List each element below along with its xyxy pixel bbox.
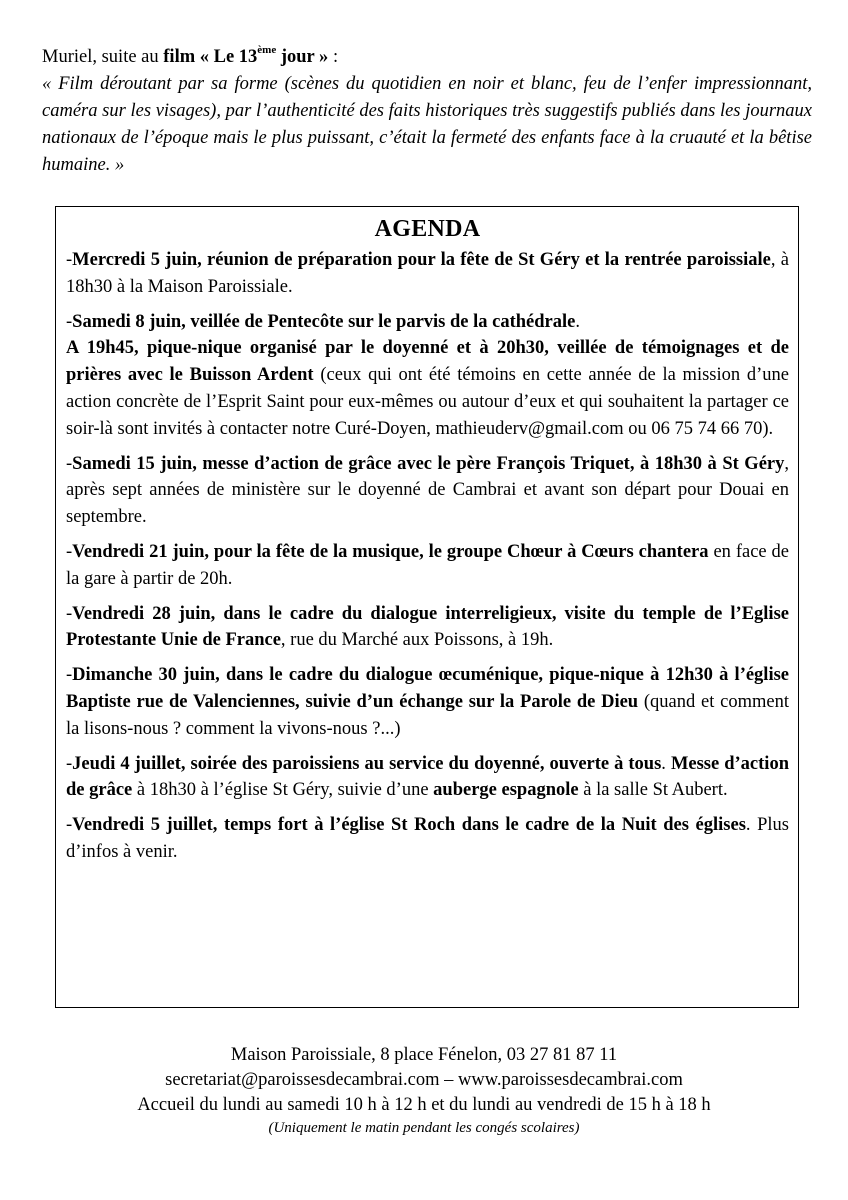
intro-author: Muriel, suite au <box>42 47 164 67</box>
footer <box>0 1043 848 1138</box>
agenda-item-highlight: Messe d’action de grâce <box>66 753 789 801</box>
agenda-item-text: (quand et comment la lisons-nous ? comment la vivons-nous ?...) <box>66 691 789 739</box>
intro-colon: : <box>328 47 339 67</box>
agenda-item-text: - <box>66 665 73 686</box>
agenda-title: AGENDA <box>374 216 481 242</box>
agenda-item <box>66 539 789 593</box>
agenda-item-text: - <box>66 250 73 270</box>
agenda-item-text: à 18h30 à l’église St Géry, suivie d’une <box>132 780 434 801</box>
agenda-item-text: - <box>66 815 73 836</box>
agenda-item <box>66 751 789 805</box>
agenda-item-text: (ceux qui ont été témoins en cette année de la mission d’une action concrète de l’Esprit Saint pour eux-mêmes ou autour d’eux et qui souhaitent la partager ce soir-là sont invités à contacter notre Curé-Doyen, mathieuderv@gmail.com ou 06 75 74 66 70). <box>66 365 789 439</box>
agenda-item-text: - <box>66 541 73 562</box>
agenda-item-text: , après sept années de ministère sur le doyenné de Cambrai et avant son départ pour Douai en septembre. <box>66 453 789 528</box>
agenda-item-text: . Plus d’infos à venir. <box>66 815 789 862</box>
agenda-item-text: - <box>66 603 73 624</box>
agenda-item-text: . <box>661 753 671 774</box>
agenda-item-highlight: Samedi 15 juin, messe d’action de grâce avec le père François Triquet, à 18h30 à St Géry <box>72 453 785 474</box>
agenda-item <box>66 247 789 301</box>
agenda-item-highlight: Mercredi 5 juin, réunion de préparation pour la fête de St Géry et la rentrée paroissiale <box>72 250 771 270</box>
agenda-item <box>66 812 789 866</box>
film-title-prefix: film « Le 13 <box>163 47 258 67</box>
agenda-item-text: à la salle St Aubert. <box>578 780 728 801</box>
agenda-list <box>66 247 789 866</box>
agenda-item-text: - <box>66 311 73 332</box>
agenda-item-text: en face de la gare à partir de 20h. <box>66 541 790 589</box>
agenda-item-text: - <box>66 453 73 474</box>
agenda-item <box>66 451 789 531</box>
agenda-item-highlight: Vendredi 28 juin, dans le cadre du dialogue interreligieux, visite du temple de l’Eglise Protestante Unie de France <box>66 603 789 651</box>
footer-note: (Uniquement le matin pendant les congés scolaires) <box>268 1120 580 1136</box>
intro-quote: « Film déroutant par sa forme (scènes du quotidien en noir et blanc, feu de l’enfer impressionnant, caméra sur les visages), par l’authenticité des faits historiques très suggestifs publiés dans les journaux nationaux de l’époque mais le plus puissant, c’était la fermeté des enfants face à la cruauté et la bêtise humaine. » <box>42 74 812 175</box>
agenda-item-highlight: Vendredi 21 juin, pour la fête de la musique, le groupe Chœur à Cœurs chantera <box>72 541 709 562</box>
agenda-item-highlight: A 19h45, pique-nique organisé par le doyenné et à 20h30, veillée de témoignages et de prières avec le Buisson Ardent <box>66 338 789 386</box>
agenda-item <box>66 309 789 443</box>
agenda-item-text: , à 18h30 à la Maison Paroissiale. <box>66 250 789 297</box>
agenda-item-highlight: Dimanche 30 juin, dans le cadre du dialogue œcuménique, pique-nique à 12h30 à l’église Baptiste rue de Valenciennes, suivie d’un échange sur la Parole de Dieu <box>66 665 789 712</box>
agenda-item-text: , rue du Marché aux Poissons, à 19h. <box>280 630 554 651</box>
agenda-item <box>66 601 789 655</box>
intro-section <box>42 44 812 179</box>
agenda-item-highlight: Samedi 8 juin, veillée de Pentecôte sur le parvis de la cathédrale <box>72 311 576 332</box>
footer-hours: Accueil du lundi au samedi 10 h à 12 h et du lundi au vendredi de 15 h à 18 h <box>137 1095 711 1115</box>
agenda-item-text: - <box>66 753 73 774</box>
intro-lead <box>42 44 812 71</box>
film-title-suffix: jour » <box>276 47 329 67</box>
footer-address: Maison Paroissiale, 8 place Fénelon, 03 27 81 87 11 <box>230 1045 618 1065</box>
agenda-item-highlight: Vendredi 5 juillet, temps fort à l’église St Roch dans le cadre de la Nuit des églises <box>72 815 746 836</box>
agenda-item-highlight: Jeudi 4 juillet, soirée des paroissiens au service du doyenné, ouverte à tous <box>72 753 662 774</box>
agenda-item-highlight: auberge espagnole <box>433 780 579 801</box>
footer-contact: secretariat@paroissesdecambrai.com – www.paroissesdecambrai.com <box>165 1070 683 1090</box>
agenda-item-text: . <box>575 311 580 332</box>
agenda-item <box>66 662 789 742</box>
agenda-box <box>55 206 799 1008</box>
film-title-sup: ème <box>257 43 277 56</box>
